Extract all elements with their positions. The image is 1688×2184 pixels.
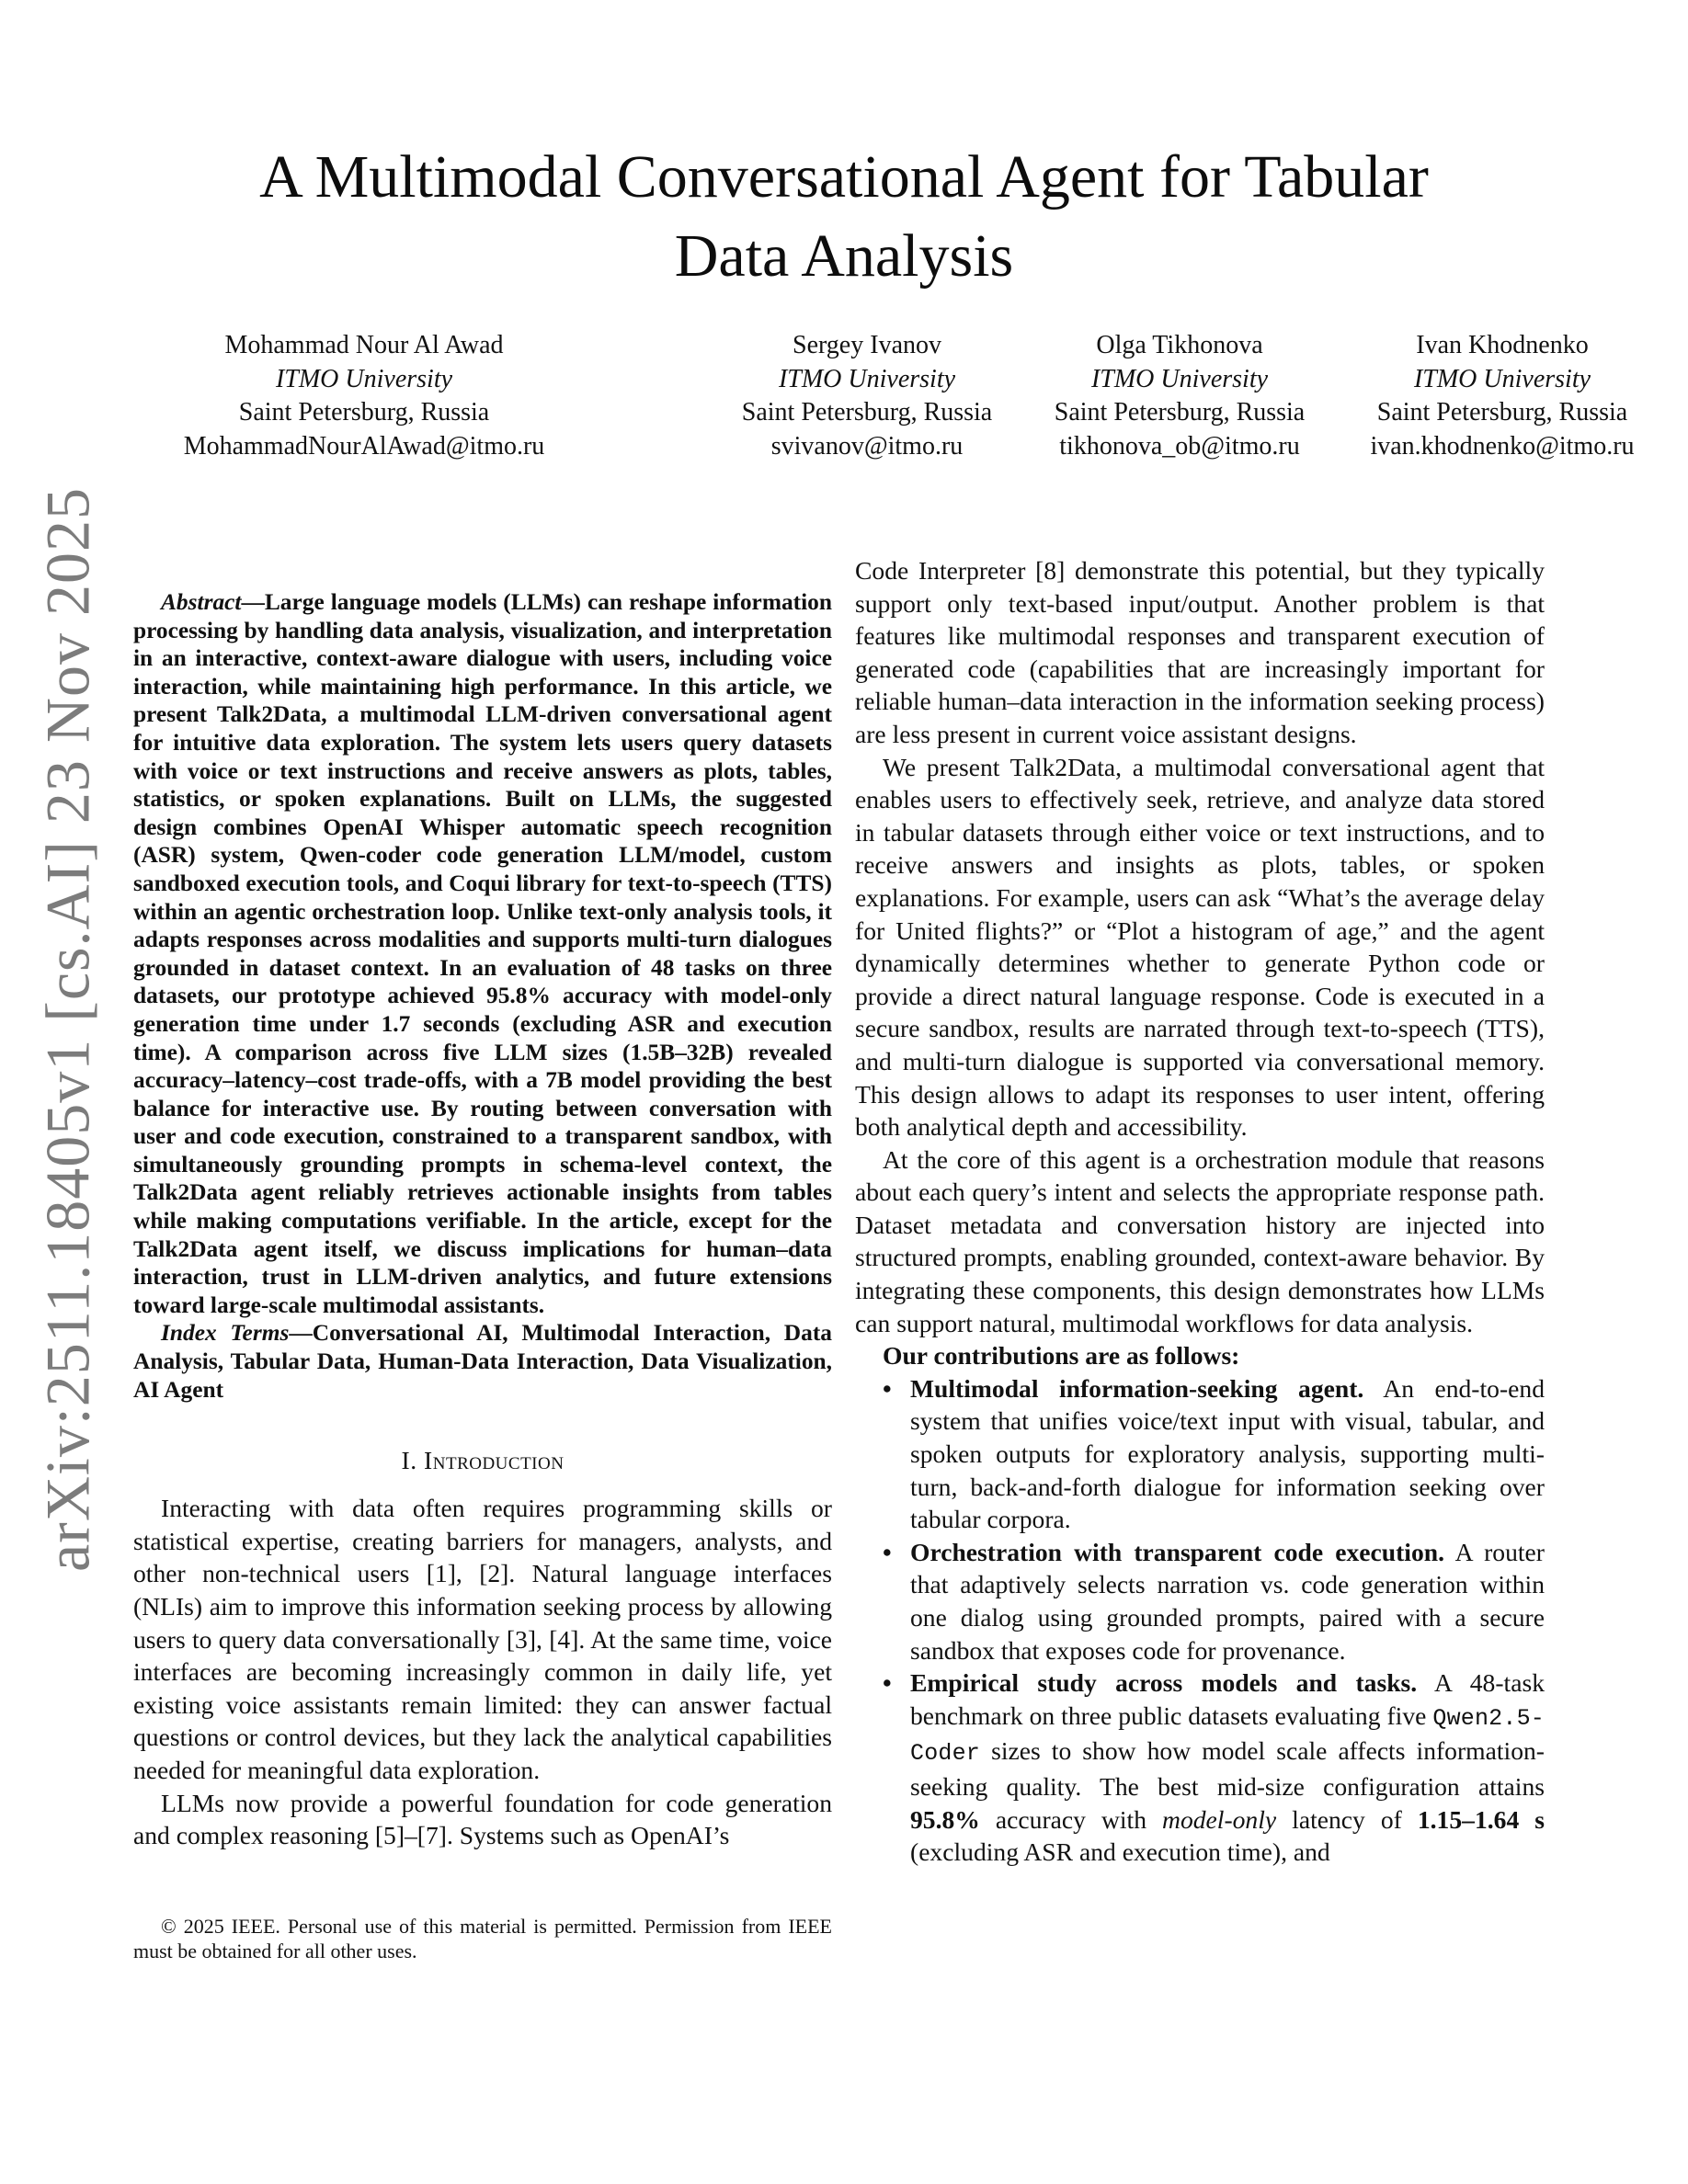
author-email[interactable]: MohammadNourAlAwad@itmo.ru [183, 431, 545, 461]
contribution-item [855, 1536, 1545, 1666]
abstract-dash: — [241, 589, 265, 615]
model-only-emphasis: model-only [1162, 1804, 1277, 1834]
author-affiliation: ITMO University [1090, 364, 1269, 393]
abstract [133, 588, 832, 1319]
author-name: Ivan Khodnenko [1416, 331, 1589, 359]
author-location: Saint Petersburg, Russia [1376, 398, 1628, 427]
author-location: Saint Petersburg, Russia [1054, 398, 1306, 427]
accuracy-value: 95.8% [910, 1804, 980, 1834]
body-paragraph: Code Interpreter [8] demonstrate this potential, but they typically support only text-based input/output. Another problem is that features like multimodal responses and transparent execution of generated code (capabilities that are increasingly important for reliable human–data interaction in the information seeking process) are less present in current voice assistant designs. [855, 556, 1545, 748]
contribution-text: A router that adaptively selects narration vs. code generation within one dialog using grounded prompts, paired with a secure sandbox that exposes code for provenance. [910, 1537, 1545, 1665]
contribution-text: (excluding ASR and execution time), and [910, 1837, 1330, 1867]
contribution-text: An end-to-end system that unifies voice/text input with visual, tabular, and spoken outputs for exploratory analysis, supporting multi-turn, back-and-forth dialogue for information seeking over tabular corpora. [910, 1373, 1545, 1534]
contribution-text: A 48-task benchmark on three public datasets evaluating five [910, 1668, 1545, 1730]
abstract-label: Abstract [161, 589, 242, 615]
author-affiliation: ITMO University [1413, 364, 1591, 393]
arxiv-identifier-stamp: arXiv:2511.18405v1 [cs.AI] 23 Nov 2025 [32, 487, 103, 1572]
author-block [184, 329, 545, 463]
index-terms-text: Conversational AI, Multimodal Interaction, Data Analysis, Tabular Data, Human-Data Interaction, Data Visualization, AI Agent [133, 1320, 832, 1403]
author-name: Olga Tikhonova [1096, 331, 1263, 359]
intro-paragraph: LLMs now provide a powerful foundation for code generation and complex reasoning [5]–[7]. Systems such as OpenAI’s [133, 1788, 832, 1850]
contribution-text: sizes to show how model scale affects information-seeking quality. The best mid-size configuration attains [910, 1736, 1545, 1801]
latency-value: 1.15–1.64 s [1417, 1804, 1545, 1834]
intro-paragraph: Interacting with data often requires programming skills or statistical expertise, creating barriers for managers, analysts, and other non-technical users [1], [2]. Natural language interfaces (NLIs) aim to improve this information seeking process by allowing users to query data conversationally [3], [4]. At the same time, voice interfaces are becoming increasingly common in daily life, yet existing voice assistants remain limited: they can answer factual questions or control devices, but they lack the analytical capabilities needed for meaningful data exploration. [133, 1494, 832, 1784]
author-block [742, 329, 992, 463]
paper-title-line-2: Data Analysis [674, 222, 1014, 290]
bullet-icon: • [883, 1537, 892, 1566]
index-terms [133, 1319, 832, 1404]
left-column [133, 588, 832, 1852]
author-list [0, 329, 1688, 476]
contribution-text: accuracy with [979, 1804, 1163, 1834]
paper-title-line-1: A Multimodal Conversational Agent for Tabular [259, 143, 1429, 210]
author-block [1055, 329, 1305, 463]
bullet-icon: • [883, 1373, 892, 1403]
body-paragraph: We present Talk2Data, a multimodal conversational agent that enables users to effectively seek, retrieve, and analyze data stored in tabular datasets through either voice or text instructions, and to receive answers and insights as plots, tables, or spoken explanations. For example, users can ask “What’s the average delay for United flights?” or “Plot a histogram of age,” and the agent dynamically determines whether to generate Python code or provide a direct natural language response. Code is executed in a secure sandbox, results are narrated through text-to-speech (TTS), and multi-turn dialogue is supported via conversational memory. This design allows to adapt its responses to user intent, offering both analytical depth and accessibility. [855, 752, 1545, 1142]
author-name: Sergey Ivanov [792, 331, 941, 359]
author-affiliation: ITMO University [275, 364, 453, 393]
index-terms-label: Index Terms [161, 1320, 290, 1347]
contribution-title: Multimodal information-seeking agent. [910, 1373, 1364, 1403]
author-block [1370, 329, 1634, 463]
author-email[interactable]: ivan.khodnenko@itmo.ru [1370, 431, 1635, 461]
model-name-code: Qwen2.5-Coder [910, 1704, 1545, 1768]
contributions-list [855, 1372, 1545, 1869]
contribution-title: Orchestration with transparent code execution. [910, 1537, 1444, 1566]
author-location: Saint Petersburg, Russia [741, 398, 993, 427]
section-heading-introduction [133, 1446, 832, 1475]
author-email[interactable]: tikhonova_ob@itmo.ru [1059, 431, 1300, 461]
contribution-text: latency of [1276, 1804, 1418, 1834]
contributions-heading: Our contributions are as follows: [883, 1341, 1240, 1371]
contribution-item [855, 1666, 1545, 1869]
paper-title [0, 138, 1688, 296]
copyright-footnote: © 2025 IEEE. Personal use of this material is permitted. Permission from IEEE must be obtained for all other uses. [133, 1915, 832, 1962]
index-terms-dash: — [289, 1320, 313, 1347]
contribution-item [855, 1372, 1545, 1536]
section-number: I. [401, 1446, 417, 1475]
author-name: Mohammad Nour Al Awad [224, 331, 504, 359]
section-title: Introduction [424, 1446, 565, 1475]
contribution-title: Empirical study across models and tasks. [910, 1668, 1418, 1698]
right-column [855, 554, 1545, 1869]
author-affiliation: ITMO University [778, 364, 956, 393]
body-paragraph: At the core of this agent is a orchestration module that reasons about each query’s intent and selects the appropriate response path. Dataset metadata and conversation history are injected into structured prompts, enabling grounded, context-aware behavior. By integrating these components, this design demonstrates how LLMs can support natural, multimodal workflows for data analysis. [855, 1144, 1545, 1337]
author-location: Saint Petersburg, Russia [238, 398, 490, 427]
author-email[interactable]: svivanov@itmo.ru [770, 431, 964, 461]
abstract-text: Large language models (LLMs) can reshape information processing by handling data analysis, visualization, and interpretation in an interactive, context-aware dialogue with users, including voice interaction, while maintaining high performance. In this article, we present Talk2Data, a multimodal LLM-driven conversational agent for intuitive data exploration. The system lets users query datasets with voice or text instructions and receive answers as plots, tables, statistics, or spoken explanations. Built on LLMs, the suggested design combines OpenAI Whisper automatic speech recognition (ASR) system, Qwen-coder code generation LLM/model, custom sandboxed execution tools, and Coqui library for text-to-speech (TTS) within an agentic orchestration loop. Unlike text-only analysis tools, it adapts responses across modalities and supports multi-turn dialogues grounded in dataset context. In an evaluation of 48 tasks on three datasets, our prototype achieved 95.8% accuracy with model-only generation time under 1.7 seconds (excluding ASR and execution time). A comparison across five LLM sizes (1.5B–32B) revealed accuracy–latency–cost trade-offs, with a 7B model providing the best balance for interactive use. By routing between conversation with user and code execution, constrained to a transparent sandbox, with simultaneously grounding prompts in schema-level context, the Talk2Data agent reliably retrieves actionable insights from tables while making computations verifiable. In the article, except for the Talk2Data agent itself, we discuss implications for human–data interaction, trust in LLM-driven analytics, and future extensions toward large-scale multimodal assistants. [133, 589, 832, 1318]
bullet-icon: • [883, 1668, 892, 1698]
